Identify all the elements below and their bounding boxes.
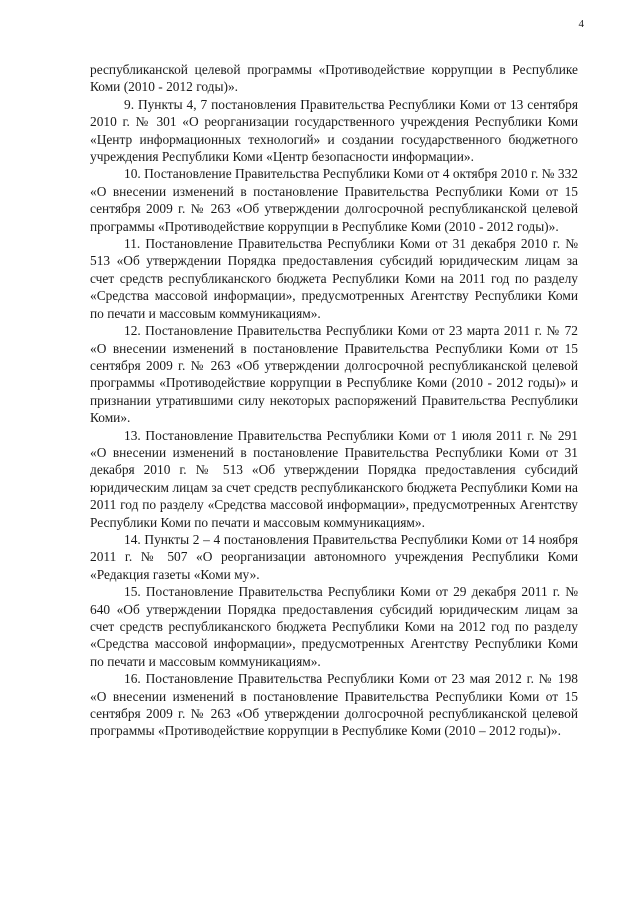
paragraph-item-16: 16. Постановление Правительства Республики Коми от 23 мая 2012 г. № 198 «О внесении изменений в постановление Правительства Республики Коми от 15 сентября 2009 г. № 263 «Об утверждении долгосрочной республиканской целевой программы «Противодействие коррупции в Республике Коми (2010 – 2012 годы)».	[90, 671, 578, 739]
paragraph-item-10: 10. Постановление Правительства Республики Коми от 4 октября 2010 г. № 332 «О внесении изменений в постановление Правительства Республики Коми от 15 сентября 2009 г. № 263 «Об утверждении долгосрочной республиканской целевой программы «Противодействие коррупции в Республике Коми (2010 - 2012 годы)».	[90, 166, 578, 234]
paragraph-item-9: 9. Пункты 4, 7 постановления Правительства Республики Коми от 13 сентября 2010 г. № 301 «О реорганизации государственного учреждения Республики Коми «Центр информационных технологий» и создании государственного бюджетного учреждения Республики Коми «Центр безопасности информации».	[90, 96, 578, 165]
page-number: 4	[578, 18, 584, 30]
paragraph-item-15: 15. Постановление Правительства Республики Коми от 29 декабря 2011 г. № 640 «Об утверждении Порядка предоставления субсидий юридическим лицам за счет средств республиканского бюджета Республики Коми на 2012 год по разделу «Средства массовой информации», предусмотренных Агентству Республики Коми по печати и массовым коммуникациям».	[90, 584, 578, 669]
paragraph-item-11: 11. Постановление Правительства Республики Коми от 31 декабря 2010 г. № 513 «Об утверждении Порядка предоставления субсидий юридическим лицам за счет средств республиканского бюджета Республики Коми на 2011 год по разделу «Средства массовой информации», предусмотренных Агентству Республики Коми по печати и массовым коммуникациям».	[90, 236, 578, 321]
paragraph-item-13: 13. Постановление Правительства Республики Коми от 1 июля 2011 г. № 291 «О внесении изменений в постановление Правительства Республики Коми от 31 декабря 2010 г. № 513 «Об утверждении Порядка предоставления субсидий юридическим лицам за счет средств республиканского бюджета Республики Коми на 2011 год по разделу «Средства массовой информации», предусмотренных Агентству Республики Коми по печати и массовым коммуникациям».	[90, 427, 578, 530]
document-body	[90, 61, 578, 740]
paragraph-continuation: республиканской целевой программы «Противодействие коррупции в Республике Коми (2010 - 2012 годы)».	[90, 62, 578, 95]
paragraph-item-12: 12. Постановление Правительства Республики Коми от 23 марта 2011 г. № 72 «О внесении изменений в постановление Правительства Республики Коми от 15 сентября 2009 г. № 263 «Об утверждении долгосрочной республиканской целевой программы «Противодействие коррупции в Республике Коми (2010 - 2012 годы)» и признании утратившими силу некоторых распоряжений Правительства Республики Коми».	[90, 323, 578, 426]
paragraph-item-14: 14. Пункты 2 – 4 постановления Правительства Республики Коми от 14 ноября 2011 г. № 507 «О реорганизации автономного учреждения Республики Коми «Редакция газеты «Коми му».	[90, 531, 578, 582]
